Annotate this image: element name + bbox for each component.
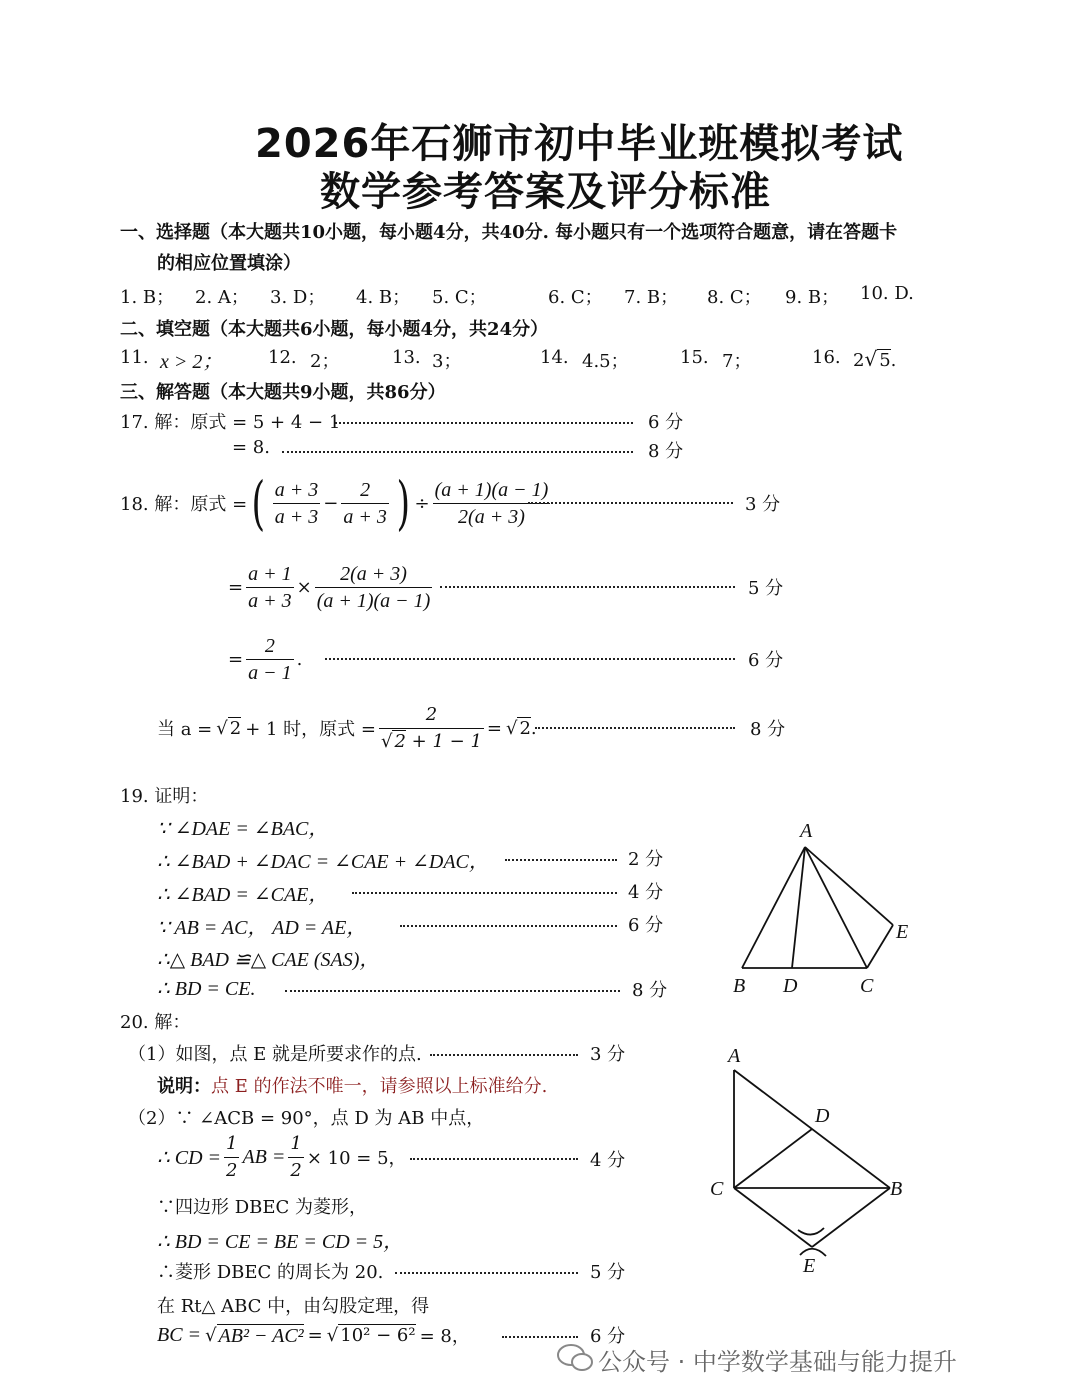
q17-line-2: = 8.: [232, 437, 270, 458]
q20-rhombus-line: ∵四边形 DBEC 为菱形，: [157, 1197, 368, 1218]
q20-dots-2: [410, 1158, 578, 1160]
q18-dots-1: [528, 502, 733, 504]
q20-label-e: E: [803, 1255, 816, 1277]
q18-line-1: 18. 解：原式 = ( $\frac{a + 3}{a + 3}$ − $\frac{2}{a + 3}$ ) ÷ $\frac{(a + 1)(a - 1)}{2(a + 3)}$: [120, 469, 549, 537]
q17-dots-2: [282, 451, 633, 453]
answer-10: 10. D.: [860, 283, 914, 304]
answer-12-number: 12.: [268, 347, 297, 368]
q20-points-3: 5 分: [590, 1262, 626, 1283]
answer-1: 1. B；: [120, 287, 175, 308]
q19-dots-2: [352, 892, 617, 894]
q17-line-1: 17. 解：原式 = 5 + 4 − 1: [120, 412, 341, 433]
q19-dots-4: [285, 990, 620, 992]
answer-7: 7. B；: [624, 287, 679, 308]
q20-points-4: 6 分: [590, 1326, 626, 1347]
q19-line-5: ∴△ BAD ≌△ CAE (SAS)，: [157, 949, 380, 971]
q20-dots-3: [395, 1272, 578, 1274]
q20-perimeter-line: ∴菱形 DBEC 的周长为 20.: [157, 1262, 384, 1283]
answer-14-number: 14.: [540, 347, 569, 368]
answer-8: 8. C；: [707, 287, 762, 308]
q19-label-c: C: [860, 975, 874, 997]
q18-label: 18. 解：原式 =: [120, 494, 248, 515]
q20-dots-1: [430, 1054, 578, 1056]
section-1-heading-cont: 的相应位置填涂）: [157, 253, 301, 274]
q20-dots-4: [502, 1336, 578, 1338]
q20-part-1: （1）如图，点 E 就是所要求作的点.: [128, 1044, 422, 1065]
answer-13-value: 3；: [432, 351, 462, 372]
q18-line-3: = $\frac{2}{a - 1}$ .: [228, 634, 303, 684]
q20-cd-line: ∴ CD = $\frac{1}{2}$ AB = $\frac{1}{2}$ × 10 = 5，: [157, 1132, 407, 1181]
q19-line-3: ∴ ∠BAD = ∠CAE，: [157, 884, 329, 906]
q19-label-d: D: [783, 975, 798, 997]
answer-3: 3. D；: [270, 287, 326, 308]
q20-label-c: C: [710, 1178, 724, 1200]
q18-line-2: = $\frac{a + 1}{a + 3}$ × $\frac{2(a + 3)}{(a + 1)(a - 1)}$: [228, 562, 431, 612]
q18-points-4: 8 分: [750, 719, 786, 740]
answer-15-value: 7；: [722, 351, 752, 372]
q20-part-2-line-1: （2）∵ ∠ACB = 90°，点 D 为 AB 中点，: [128, 1108, 485, 1129]
answer-4: 4. B；: [356, 287, 411, 308]
section-2-heading: 二、填空题（本大题共6小题，每小题4分，共24分）: [120, 319, 549, 340]
q18-dots-3: [325, 658, 735, 660]
answer-12-value: 2；: [310, 351, 340, 372]
answer-2: 2. A；: [195, 287, 249, 308]
q17-points-1: 6 分: [648, 412, 684, 433]
q18-points-1: 3 分: [745, 494, 781, 515]
q19-points-3: 6 分: [628, 915, 664, 936]
q19-label-a: A: [800, 820, 813, 842]
q19-triangle-figure: [720, 815, 940, 1000]
page-subtitle: 数学参考答案及评分标准: [320, 169, 771, 215]
q20-sides-line: ∴ BD = CE = BE = CD = 5，: [157, 1231, 404, 1253]
q19-label-b: B: [733, 975, 746, 997]
q19-points-4: 8 分: [632, 980, 668, 1001]
answer-5: 5. C；: [432, 287, 487, 308]
q20-label-a: A: [728, 1045, 741, 1067]
q18-line-4: 当 a = √ 2 + 1 时，原式 = $\frac{2}{√ 2 + 1 - 1}$ = √ 2 .: [157, 703, 537, 752]
q20-label-b: B: [890, 1178, 903, 1200]
page-title: 2026年石狮市初中毕业班模拟考试: [255, 121, 904, 167]
q19-dots-3: [400, 925, 617, 927]
q19-label-e: E: [896, 921, 909, 943]
q18-dots-4: [535, 727, 735, 729]
q20-note: 说明：点 E 的作法不唯一，请参照以上标准给分.: [157, 1076, 548, 1097]
watermark: 公众号 · 中学数学基础与能力提升: [598, 1348, 957, 1376]
q18-points-2: 5 分: [748, 578, 784, 599]
answer-9: 9. B；: [785, 287, 840, 308]
q19-label: 19. 证明：: [120, 786, 209, 807]
q19-line-1: ∵ ∠DAE = ∠BAC，: [157, 818, 329, 840]
section-1-heading: 一、选择题（本大题共10小题，每小题4分，共40分. 每小题只有一个选项符合题意，请在答题卡: [120, 222, 898, 243]
q19-line-4: ∵ AB = AC， AD = AE，: [157, 917, 367, 939]
answer-14-value: 4.5；: [582, 351, 629, 372]
q19-dots-1: [505, 859, 617, 861]
q19-points-1: 2 分: [628, 849, 664, 870]
answer-11-value: x > 2；: [160, 351, 223, 373]
q20-rhombus-figure: [700, 1040, 920, 1280]
q20-rt-line: 在 Rt△ ABC 中，由勾股定理，得: [157, 1296, 430, 1317]
answer-13-number: 13.: [392, 347, 421, 368]
answer-15-number: 15.: [680, 347, 709, 368]
answer-6: 6. C；: [548, 287, 603, 308]
section-3-heading: 三、解答题（本大题共9小题，共86分）: [120, 382, 446, 403]
answer-11-number: 11.: [120, 347, 149, 368]
q17-dots-1: [335, 422, 633, 424]
q20-points-2: 4 分: [590, 1150, 626, 1171]
q19-points-2: 4 分: [628, 882, 664, 903]
q19-line-6: ∴ BD = CE.: [157, 978, 256, 1000]
q17-points-2: 8 分: [648, 441, 684, 462]
q19-line-2: ∴ ∠BAD + ∠DAC = ∠CAE + ∠DAC，: [157, 851, 489, 873]
q20-label: 20. 解：: [120, 1012, 191, 1033]
q18-points-3: 6 分: [748, 650, 784, 671]
answer-16-number: 16.: [812, 347, 841, 368]
q20-points-1: 3 分: [590, 1044, 626, 1065]
q20-bc-line: BC = √ AB² − AC² = √ 10² − 6² = 8，: [157, 1323, 470, 1347]
answer-16-value: 2√ 5.: [853, 347, 897, 371]
q20-label-d: D: [815, 1105, 830, 1127]
wechat-icon: [556, 1340, 596, 1374]
q18-dots-2: [440, 586, 735, 588]
